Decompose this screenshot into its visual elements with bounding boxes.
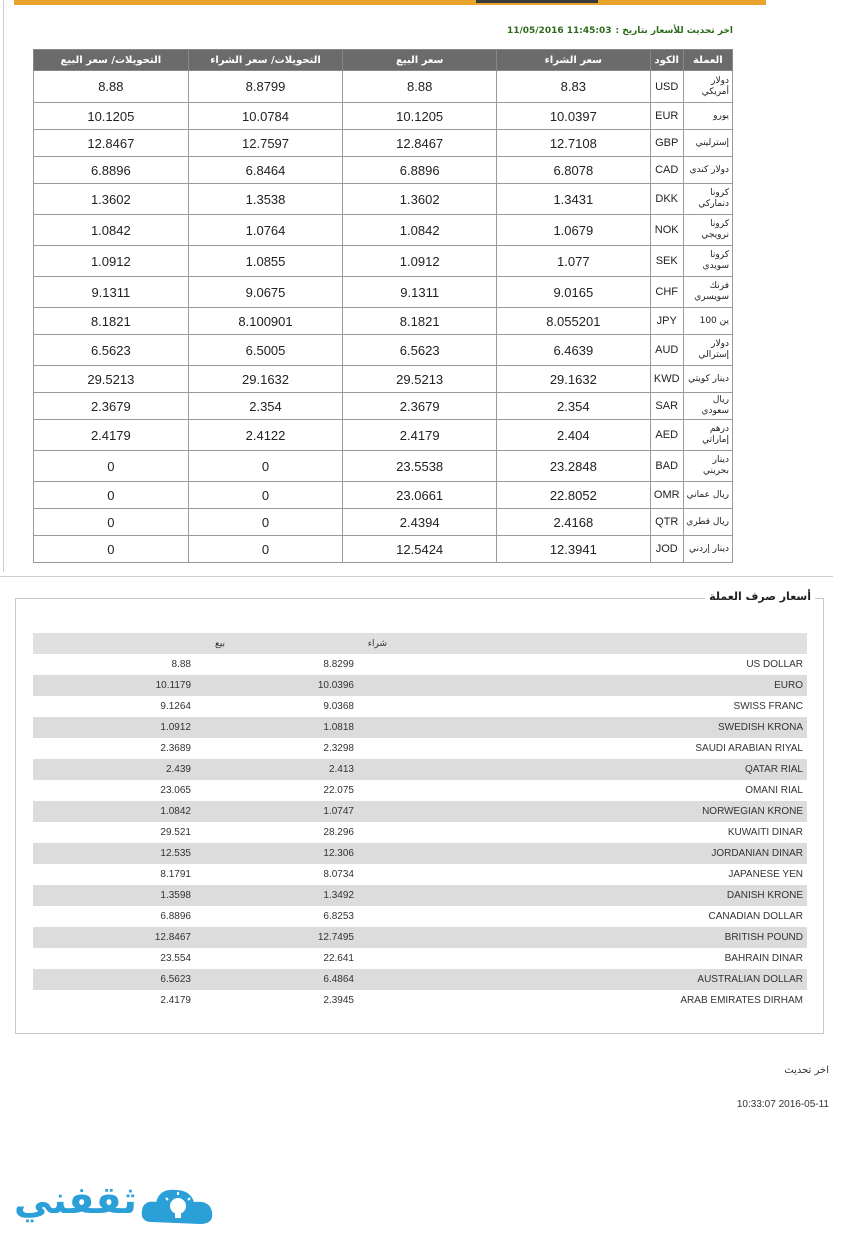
- exchange-currency-name: BRITISH POUND: [724, 932, 803, 943]
- currency-name-cell: دينار إردني: [683, 536, 732, 563]
- sell-price-cell: 12.8467: [343, 130, 497, 157]
- buy-price-cell: 1.3431: [497, 184, 651, 215]
- buy-price-cell: 12.7108: [497, 130, 651, 157]
- buy-price-cell: 22.8052: [497, 482, 651, 509]
- exchange-sell-value: 12.535: [160, 848, 191, 859]
- sell-price-cell: 8.1821: [343, 308, 497, 335]
- currency-name-cell: ريال قطري: [683, 509, 732, 536]
- currency-name-cell: يورو: [683, 103, 732, 130]
- table-row: [34, 103, 733, 130]
- exchange-rates-table: [33, 49, 733, 563]
- exchange-currency-name: ARAB EMIRATES DIRHAM: [680, 995, 803, 1006]
- exchange-currency-name: KUWAITI DINAR: [727, 827, 803, 838]
- transfer-buy-cell: 1.0764: [188, 215, 343, 246]
- transfer-buy-cell: 9.0675: [188, 277, 343, 308]
- transfer-sell-cell: 6.5623: [34, 335, 189, 366]
- currency-code-cell: DKK: [650, 184, 683, 215]
- table-row: [34, 184, 733, 215]
- currency-code-cell: QTR: [650, 509, 683, 536]
- buy-price-cell: 6.8078: [497, 157, 651, 184]
- table-row: [34, 393, 733, 420]
- sell-price-cell: 1.0842: [343, 215, 497, 246]
- transfer-buy-cell: 0: [188, 536, 343, 563]
- sell-price-cell: 12.5424: [343, 536, 497, 563]
- transfer-buy-cell: 29.1632: [188, 366, 343, 393]
- sell-price-cell: 10.1205: [343, 103, 497, 130]
- list-item: [33, 990, 807, 1011]
- last-update-label: اخر تحديث: [784, 1065, 829, 1076]
- exchange-buy-value: 8.8299: [323, 659, 354, 670]
- currency-code-cell: CAD: [650, 157, 683, 184]
- list-item: [33, 927, 807, 948]
- buy-price-cell: 29.1632: [497, 366, 651, 393]
- transfer-sell-cell: 8.88: [34, 71, 189, 103]
- table-row: [34, 536, 733, 563]
- list-item: [33, 864, 807, 885]
- exchange-sell-value: 6.5623: [160, 974, 191, 985]
- lightbulb-cloud-icon: [138, 1182, 218, 1230]
- exchange-buy-value: 8.0734: [323, 869, 354, 880]
- header-buy: سعر الشراء: [497, 50, 651, 71]
- exchange-sell-value: 8.88: [171, 659, 191, 670]
- table-row: [34, 335, 733, 366]
- currency-code-cell: BAD: [650, 451, 683, 482]
- buy-price-cell: 9.0165: [497, 277, 651, 308]
- transfer-sell-cell: 2.3679: [34, 393, 189, 420]
- transfer-buy-cell: 2.4122: [188, 420, 343, 451]
- logo-text: ثقفني: [14, 1178, 137, 1222]
- table-row: [34, 157, 733, 184]
- table-row: [34, 246, 733, 277]
- currency-name-cell: دينار كويتي: [683, 366, 732, 393]
- sell-price-cell: 1.3602: [343, 184, 497, 215]
- list-item: [33, 780, 807, 801]
- exchange-buy-value: 22.641: [323, 953, 354, 964]
- list-item: [33, 654, 807, 675]
- list-item: [33, 675, 807, 696]
- buy-price-cell: 1.077: [497, 246, 651, 277]
- transfer-sell-cell: 0: [34, 509, 189, 536]
- exchange-list: [33, 633, 807, 1011]
- sell-price-cell: 8.88: [343, 71, 497, 103]
- table-row: [34, 215, 733, 246]
- transfer-buy-cell: 0: [188, 509, 343, 536]
- currency-code-cell: GBP: [650, 130, 683, 157]
- exchange-buy-value: 12.7495: [317, 932, 354, 943]
- header-code: الكود: [650, 50, 683, 71]
- table-row: [34, 366, 733, 393]
- update-value: 11:45:03 11/05/2016: [506, 26, 612, 36]
- exchange-buy-value: 1.3492: [323, 890, 354, 901]
- currency-name-cell: كرونا نرويجي: [683, 215, 732, 246]
- transfer-buy-cell: 2.354: [188, 393, 343, 420]
- exchange-buy-value: 2.3945: [323, 995, 354, 1006]
- currency-name-cell: دولار إسترالي: [683, 335, 732, 366]
- sell-price-cell: 2.4394: [343, 509, 497, 536]
- exchange-sell-value: 23.065: [160, 785, 191, 796]
- exchange-buy-value: 6.8253: [323, 911, 354, 922]
- exchange-sell-value: 10.1179: [155, 680, 191, 691]
- table-row: [34, 71, 733, 103]
- exchange-buy-value: 6.4864: [323, 974, 354, 985]
- exchange-sell-value: 6.8896: [160, 911, 191, 922]
- exchange-box-title: أسعار صرف العملة: [705, 590, 815, 603]
- exchange-sell-value: 23.554: [160, 953, 191, 964]
- top-accent-tab: [476, 0, 598, 3]
- list-item: [33, 906, 807, 927]
- transfer-buy-cell: 6.5005: [188, 335, 343, 366]
- currency-code-cell: EUR: [650, 103, 683, 130]
- list-item: [33, 759, 807, 780]
- buy-price-cell: 1.0679: [497, 215, 651, 246]
- buy-price-cell: 23.2848: [497, 451, 651, 482]
- transfer-buy-cell: 12.7597: [188, 130, 343, 157]
- exchange-sell-value: 2.439: [165, 764, 191, 775]
- transfer-buy-cell: 0: [188, 451, 343, 482]
- last-update-value: 10:33:07 2016-05-11: [736, 1099, 829, 1110]
- transfer-sell-cell: 29.5213: [34, 366, 189, 393]
- currency-code-cell: SEK: [650, 246, 683, 277]
- currency-name-cell: دينار بحريني: [683, 451, 732, 482]
- currency-name-cell: ريال سعودي: [683, 393, 732, 420]
- exchange-currency-name: DANISH KRONE: [726, 890, 803, 901]
- left-divider: [3, 0, 4, 572]
- exchange-sell-header: بيع: [214, 639, 225, 649]
- buy-price-cell: 8.055201: [497, 308, 651, 335]
- exchange-sell-value: 2.4179: [160, 995, 191, 1006]
- transfer-sell-cell: 0: [34, 451, 189, 482]
- exchange-buy-value: 22.075: [323, 785, 354, 796]
- table-row: [34, 277, 733, 308]
- site-logo[interactable]: [14, 1178, 214, 1238]
- buy-price-cell: 8.83: [497, 71, 651, 103]
- table-row: [34, 482, 733, 509]
- sell-price-cell: 6.8896: [343, 157, 497, 184]
- exchange-list-header: [33, 633, 807, 654]
- exchange-sell-value: 1.3598: [160, 890, 191, 901]
- exchange-currency-name: BAHRAIN DINAR: [724, 953, 803, 964]
- transfer-buy-cell: 1.0855: [188, 246, 343, 277]
- currency-code-cell: SAR: [650, 393, 683, 420]
- list-item: [33, 801, 807, 822]
- exchange-buy-value: 10.0396: [317, 680, 354, 691]
- currency-name-cell: كرونا سويدي: [683, 246, 732, 277]
- currency-name-cell: كرونا دنماركي: [683, 184, 732, 215]
- currency-name-cell: ريال عماني: [683, 482, 732, 509]
- currency-code-cell: AED: [650, 420, 683, 451]
- exchange-currency-name: JAPANESE YEN: [728, 869, 803, 880]
- transfer-sell-cell: 1.0912: [34, 246, 189, 277]
- exchange-currency-name: SWISS FRANC: [733, 701, 803, 712]
- sell-price-cell: 9.1311: [343, 277, 497, 308]
- transfer-sell-cell: 1.0842: [34, 215, 189, 246]
- sell-price-cell: 2.3679: [343, 393, 497, 420]
- currency-code-cell: USD: [650, 71, 683, 103]
- exchange-buy-value: 28.296: [323, 827, 354, 838]
- transfer-sell-cell: 1.3602: [34, 184, 189, 215]
- transfer-sell-cell: 2.4179: [34, 420, 189, 451]
- transfer-sell-cell: 0: [34, 536, 189, 563]
- buy-price-cell: 6.4639: [497, 335, 651, 366]
- buy-price-cell: 2.404: [497, 420, 651, 451]
- list-item: [33, 969, 807, 990]
- currency-name-cell: إسترليني: [683, 130, 732, 157]
- transfer-buy-cell: 8.100901: [188, 308, 343, 335]
- last-update-line: [503, 26, 733, 36]
- transfer-buy-cell: 6.8464: [188, 157, 343, 184]
- currency-code-cell: OMR: [650, 482, 683, 509]
- exchange-buy-header: شراء: [367, 639, 387, 649]
- transfer-sell-cell: 8.1821: [34, 308, 189, 335]
- currency-code-cell: JOD: [650, 536, 683, 563]
- list-item: [33, 717, 807, 738]
- currency-name-cell: درهم إماراتي: [683, 420, 732, 451]
- transfer-sell-cell: 0: [34, 482, 189, 509]
- buy-price-cell: 2.4168: [497, 509, 651, 536]
- currency-code-cell: KWD: [650, 366, 683, 393]
- sell-price-cell: 23.0661: [343, 482, 497, 509]
- exchange-currency-name: JORDANIAN DINAR: [711, 848, 803, 859]
- table-row: [34, 308, 733, 335]
- currency-code-cell: AUD: [650, 335, 683, 366]
- rates-table-body: [34, 71, 733, 563]
- table-row: [34, 509, 733, 536]
- currency-name-cell: فرنك سويسري: [683, 277, 732, 308]
- exchange-sell-value: 12.8467: [154, 932, 191, 943]
- transfer-sell-cell: 9.1311: [34, 277, 189, 308]
- table-row: [34, 451, 733, 482]
- header-transfer-buy: التحويلات/ سعر الشراء: [188, 50, 343, 71]
- transfer-buy-cell: 0: [188, 482, 343, 509]
- top-accent-bar: [14, 0, 766, 5]
- table-row: [34, 130, 733, 157]
- section-divider: [0, 576, 833, 577]
- exchange-currency-name: SAUDI ARABIAN RIYAL: [695, 743, 803, 754]
- update-label: اخر تحديث للأسعار بتاريخ :: [615, 26, 733, 36]
- buy-price-cell: 2.354: [497, 393, 651, 420]
- sell-price-cell: 29.5213: [343, 366, 497, 393]
- list-item: [33, 738, 807, 759]
- transfer-buy-cell: 1.3538: [188, 184, 343, 215]
- table-header-row: [34, 50, 733, 71]
- table-row: [34, 420, 733, 451]
- list-item: [33, 696, 807, 717]
- transfer-buy-cell: 8.8799: [188, 71, 343, 103]
- exchange-sell-value: 9.1264: [160, 701, 191, 712]
- currency-name-cell: دولار أمريكي: [683, 71, 732, 103]
- transfer-sell-cell: 10.1205: [34, 103, 189, 130]
- exchange-sell-value: 8.1791: [160, 869, 191, 880]
- transfer-sell-cell: 12.8467: [34, 130, 189, 157]
- exchange-buy-value: 1.0747: [323, 806, 354, 817]
- exchange-currency-name: AUSTRALIAN DOLLAR: [697, 974, 803, 985]
- exchange-sell-value: 29.521: [160, 827, 191, 838]
- exchange-currency-name: US DOLLAR: [746, 659, 803, 670]
- exchange-currency-name: SWEDISH KRONA: [717, 722, 803, 733]
- exchange-sell-value: 1.0842: [160, 806, 191, 817]
- header-transfer-sell: التحويلات/ سعر البيع: [34, 50, 189, 71]
- sell-price-cell: 1.0912: [343, 246, 497, 277]
- exchange-sell-value: 2.3689: [160, 743, 191, 754]
- buy-price-cell: 12.3941: [497, 536, 651, 563]
- header-currency: العملة: [683, 50, 732, 71]
- transfer-buy-cell: 10.0784: [188, 103, 343, 130]
- sell-price-cell: 6.5623: [343, 335, 497, 366]
- exchange-buy-value: 9.0368: [323, 701, 354, 712]
- currency-code-cell: JPY: [650, 308, 683, 335]
- header-sell: سعر البيع: [343, 50, 497, 71]
- sell-price-cell: 2.4179: [343, 420, 497, 451]
- list-item: [33, 822, 807, 843]
- exchange-currency-name: NORWEGIAN KRONE: [702, 806, 803, 817]
- list-item: [33, 885, 807, 906]
- transfer-sell-cell: 6.8896: [34, 157, 189, 184]
- sell-price-cell: 23.5538: [343, 451, 497, 482]
- exchange-buy-value: 2.3298: [323, 743, 354, 754]
- exchange-currency-name: OMANI RIAL: [745, 785, 803, 796]
- exchange-sell-value: 1.0912: [160, 722, 191, 733]
- currency-code-cell: CHF: [650, 277, 683, 308]
- exchange-currency-name: CANADIAN DOLLAR: [708, 911, 803, 922]
- exchange-currency-name: EURO: [774, 680, 803, 691]
- exchange-buy-value: 2.413: [328, 764, 354, 775]
- currency-name-cell: ين 100: [683, 308, 732, 335]
- list-item: [33, 948, 807, 969]
- list-item: [33, 843, 807, 864]
- exchange-list-body: [33, 654, 807, 1011]
- currency-code-cell: NOK: [650, 215, 683, 246]
- exchange-currency-name: QATAR RIAL: [745, 764, 803, 775]
- buy-price-cell: 10.0397: [497, 103, 651, 130]
- exchange-buy-value: 1.0818: [323, 722, 354, 733]
- currency-name-cell: دولار كندي: [683, 157, 732, 184]
- exchange-buy-value: 12.306: [323, 848, 354, 859]
